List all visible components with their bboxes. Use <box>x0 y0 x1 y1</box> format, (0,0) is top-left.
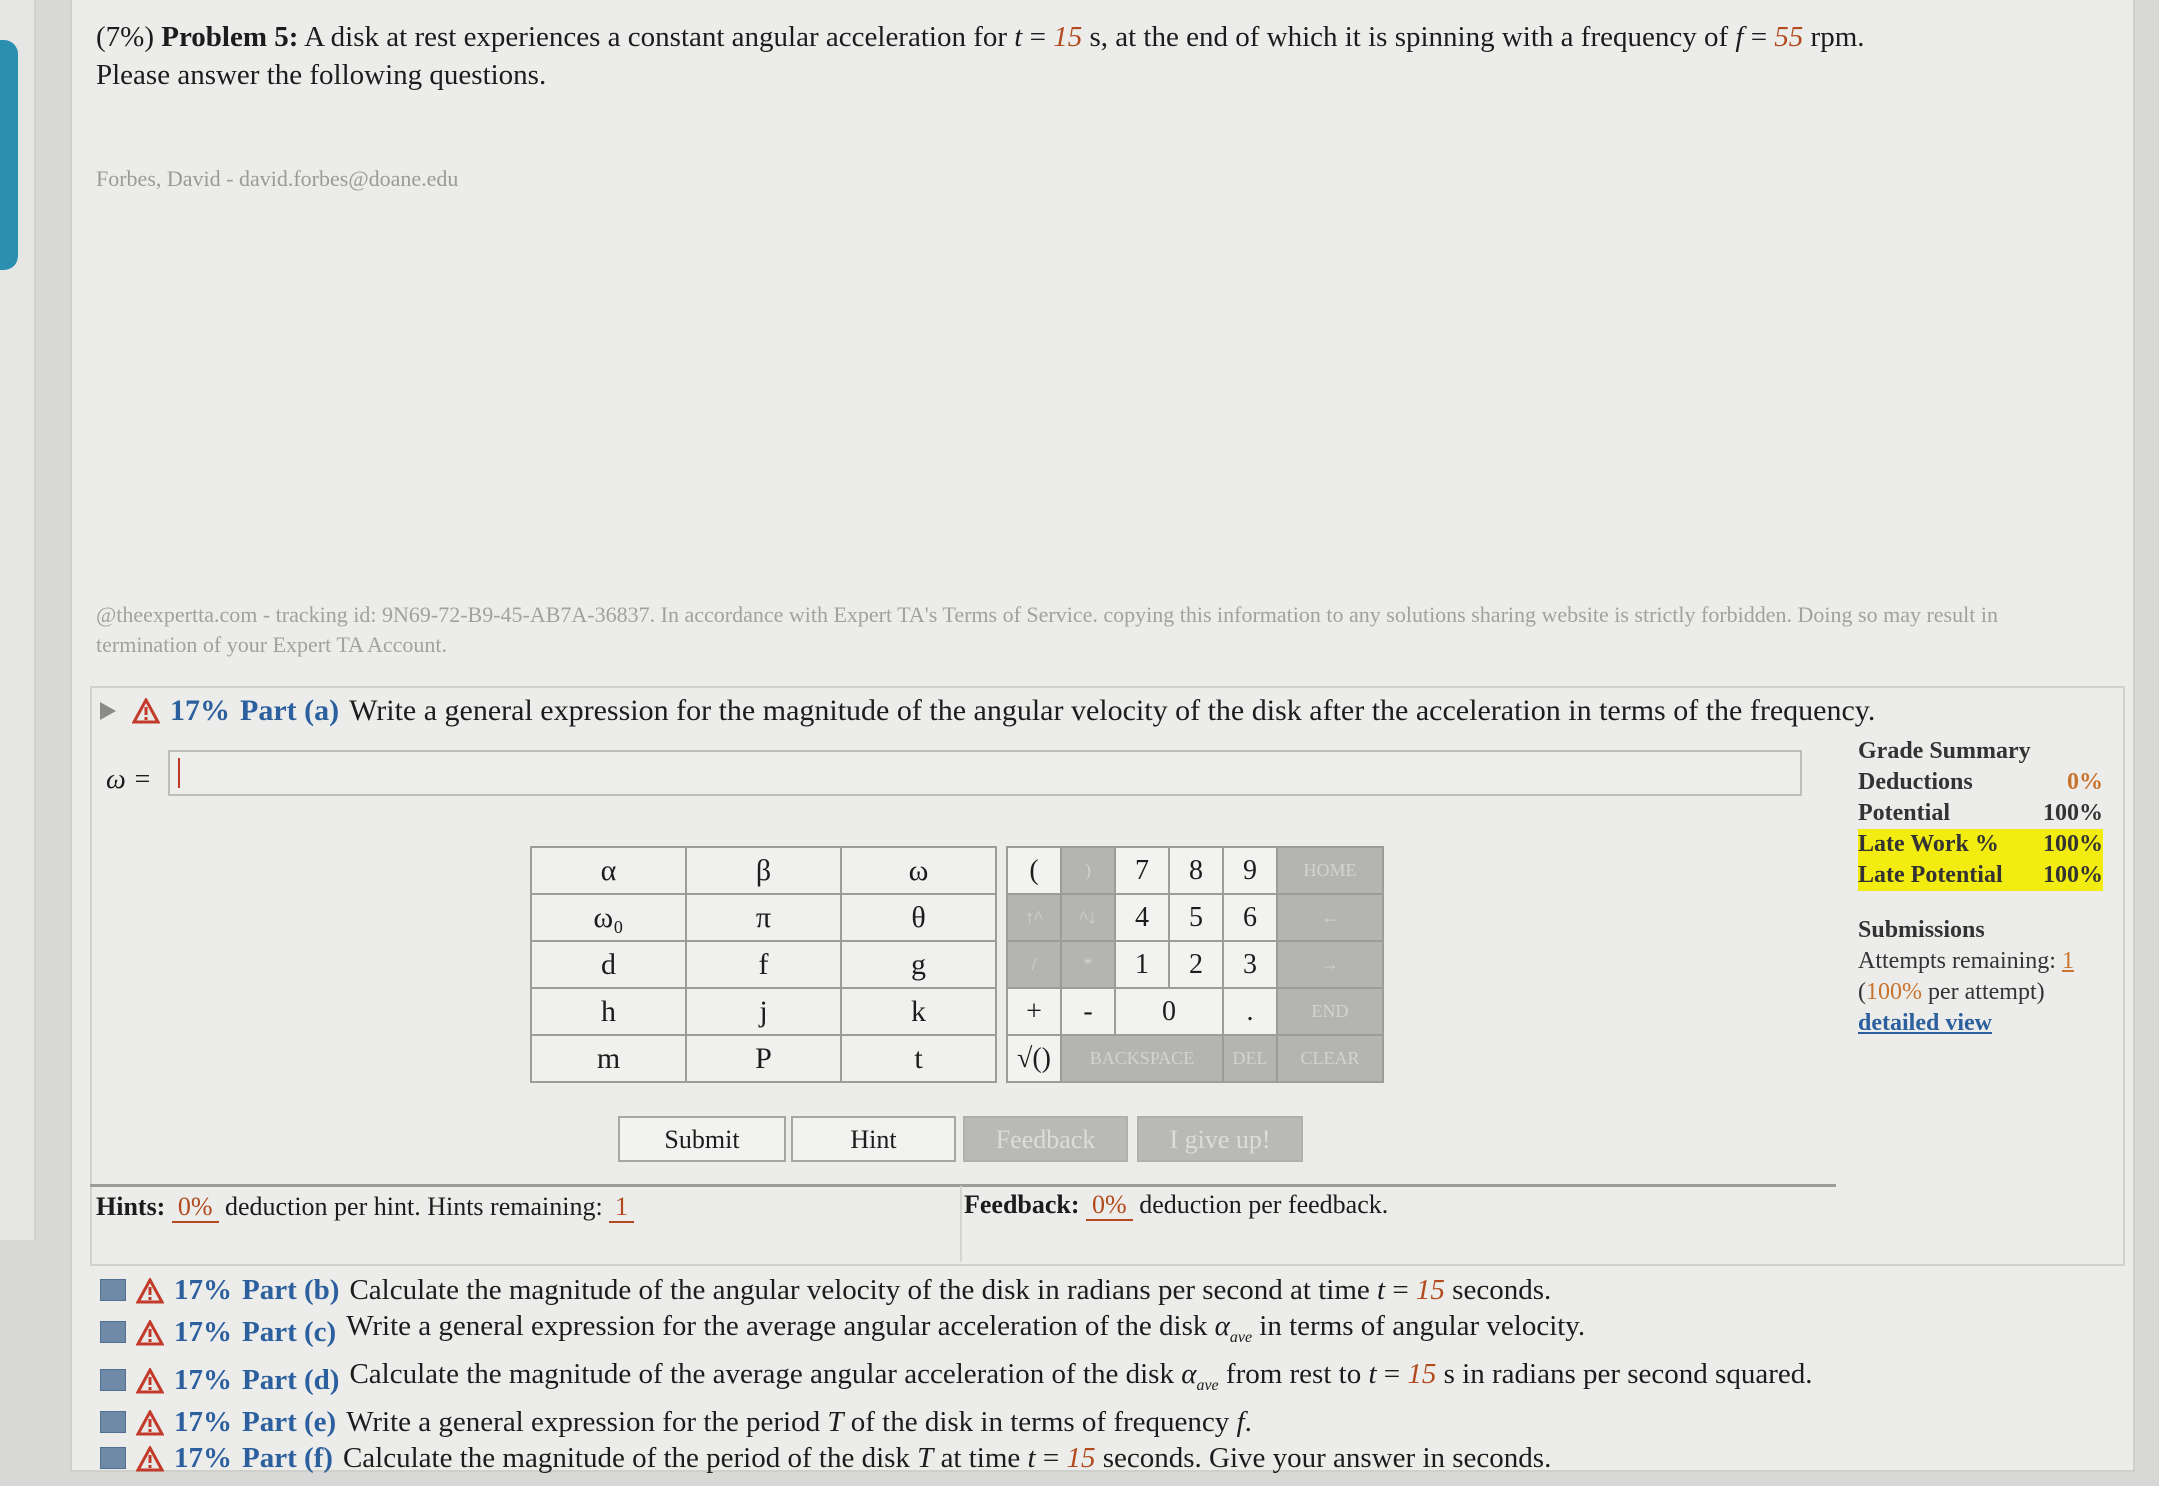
part-e-item[interactable] <box>100 1404 1812 1440</box>
part-percent: 17% <box>174 1405 232 1438</box>
expand-icon[interactable] <box>100 702 116 720</box>
symbol-f[interactable]: f <box>686 941 841 988</box>
hint-button[interactable]: Hint <box>791 1116 956 1162</box>
frequency-variable: f <box>1735 21 1744 53</box>
feedback-description: deduction per feedback. <box>1139 1190 1389 1219</box>
grade-summary <box>1858 736 2103 1039</box>
feedback-info <box>964 1190 1388 1220</box>
part-question-end: . <box>1244 1405 1252 1438</box>
part-question: Calculate the magnitude of the angular velocity of the disk in radians per second at time <box>349 1274 1370 1306</box>
part-status-icon <box>100 1447 126 1469</box>
key-home[interactable]: HOME <box>1277 847 1383 894</box>
key-plus[interactable]: + <box>1007 988 1061 1035</box>
key-del[interactable]: DEL <box>1223 1035 1277 1082</box>
symbol-theta[interactable]: θ <box>841 894 996 941</box>
hints-label: Hints: <box>96 1192 166 1221</box>
part-label: Part (b) <box>242 1274 340 1306</box>
symbol-P[interactable]: P <box>686 1035 841 1082</box>
part-question-mid: from rest to <box>1218 1357 1369 1390</box>
parts-list <box>100 1272 1812 1476</box>
problem-text-mid: s, at the end of which it is spinning with a frequency of <box>1082 21 1729 53</box>
part-status-icon <box>100 1279 126 1301</box>
problem-instruction: Please answer the following questions. <box>96 59 547 91</box>
problem-text: A disk at rest experiences a constant angular acceleration for <box>304 21 1008 53</box>
part-question-end: seconds. Give your answer in seconds. <box>1095 1441 1552 1474</box>
part-question: Calculate the magnitude of the period of the disk <box>342 1441 910 1474</box>
part-percent: 17% <box>174 1441 232 1474</box>
sidebar-tab[interactable] <box>0 40 18 270</box>
part-variable: α <box>1181 1357 1197 1390</box>
key-9[interactable]: 9 <box>1223 847 1277 894</box>
part-variable: T <box>827 1405 844 1438</box>
part-question-mid: of the disk in terms of frequency <box>843 1405 1237 1438</box>
part-question-end: s in radians per second squared. <box>1436 1357 1813 1390</box>
problem-statement <box>96 18 2096 94</box>
hints-remaining: 1 <box>609 1192 634 1223</box>
per-attempt-label: per attempt) <box>1922 979 2045 1005</box>
answer-label: ω = <box>106 764 152 795</box>
equals-sign: = <box>1376 1357 1408 1390</box>
key-multiply[interactable]: * <box>1061 941 1115 988</box>
feedback-label: Feedback: <box>964 1190 1080 1219</box>
problem-text-end: rpm. <box>1803 21 1865 53</box>
feedback-button[interactable]: Feedback <box>963 1116 1128 1162</box>
variable-subscript: ave <box>1196 1376 1219 1394</box>
symbol-beta[interactable]: β <box>686 847 841 894</box>
author-line: Forbes, David - david.forbes@doane.edu <box>96 166 459 191</box>
part-variable: f <box>1236 1405 1245 1438</box>
equals-sign: = <box>1035 1441 1067 1474</box>
equals-sign: = <box>1743 21 1775 53</box>
part-percent: 17% <box>174 1363 232 1396</box>
key-superscript[interactable]: ↑^ <box>1007 894 1061 941</box>
frequency-value: 55 <box>1774 21 1804 53</box>
warning-icon <box>132 698 160 724</box>
warning-icon <box>136 1445 164 1471</box>
hint-deduction: 0% <box>172 1192 219 1223</box>
key-8[interactable]: 8 <box>1169 847 1223 894</box>
part-variable: T <box>917 1441 934 1474</box>
part-question-end: in terms of angular velocity. <box>1252 1310 1586 1342</box>
part-label: Part (f) <box>242 1441 333 1474</box>
symbol-j[interactable]: j <box>686 988 841 1035</box>
attempts-label: Attempts remaining: <box>1858 948 2056 974</box>
key-clear[interactable]: CLEAR <box>1277 1035 1383 1082</box>
symbol-k[interactable]: k <box>841 988 996 1035</box>
submit-button[interactable]: Submit <box>618 1116 786 1162</box>
hints-description: deduction per hint. Hints remaining: <box>225 1192 603 1221</box>
part-a-question: Write a general expression for the magnitude of the angular velocity of the disk after the acceleration in terms of the frequency. <box>349 694 1876 727</box>
symbol-t[interactable]: t <box>841 1035 996 1082</box>
symbol-m[interactable]: m <box>531 1035 686 1082</box>
symbol-alpha[interactable]: α <box>531 847 686 894</box>
key-minus[interactable]: - <box>1061 988 1115 1035</box>
key-left-arrow[interactable]: ← <box>1277 894 1383 941</box>
key-open-paren[interactable]: ( <box>1007 847 1061 894</box>
part-question: Write a general expression for the average angular acceleration of the disk <box>346 1310 1208 1342</box>
warning-icon <box>136 1409 164 1435</box>
part-question-end: seconds. <box>1444 1274 1552 1306</box>
give-up-button[interactable]: I give up! <box>1137 1116 1303 1162</box>
detailed-view-link[interactable]: detailed view <box>1858 1010 1992 1036</box>
late-potential-label: Late Potential <box>1858 862 2003 888</box>
key-end[interactable]: END <box>1277 988 1383 1035</box>
potential-value: 100% <box>2043 800 2103 826</box>
part-value: 15 <box>1407 1357 1437 1390</box>
key-divide[interactable]: / <box>1007 941 1061 988</box>
symbol-h[interactable]: h <box>531 988 686 1035</box>
paren: ( <box>1858 979 1866 1005</box>
equals-sign: = <box>1022 21 1054 53</box>
part-a-percent: 17% <box>170 694 230 727</box>
divider <box>960 1186 962 1262</box>
part-variable: t <box>1027 1441 1036 1474</box>
text-caret <box>178 758 180 788</box>
problem-weight: (7%) <box>96 21 154 53</box>
late-work-value: 100% <box>2043 831 2103 857</box>
key-close-paren[interactable]: ) <box>1061 847 1115 894</box>
key-4[interactable]: 4 <box>1115 894 1169 941</box>
part-percent: 17% <box>174 1315 232 1348</box>
symbol-pi[interactable]: π <box>686 894 841 941</box>
part-b-item[interactable] <box>100 1272 1812 1308</box>
late-potential-value: 100% <box>2043 862 2103 888</box>
key-1[interactable]: 1 <box>1115 941 1169 988</box>
part-status-icon <box>100 1411 126 1433</box>
part-d-item[interactable] <box>100 1356 1812 1404</box>
answer-input[interactable] <box>168 750 1802 796</box>
part-question: Calculate the magnitude of the average angular acceleration of the disk <box>349 1357 1174 1390</box>
part-a-label: Part (a) <box>240 694 340 727</box>
key-6[interactable]: 6 <box>1223 894 1277 941</box>
problem-number: Problem 5: <box>161 21 299 53</box>
part-percent: 17% <box>174 1274 232 1306</box>
grade-summary-title: Grade Summary <box>1858 738 2031 764</box>
part-f-item[interactable] <box>100 1440 1812 1476</box>
key-3[interactable]: 3 <box>1223 941 1277 988</box>
warning-icon <box>136 1277 164 1303</box>
key-decimal[interactable]: . <box>1223 988 1277 1035</box>
key-2[interactable]: 2 <box>1169 941 1223 988</box>
part-value: 15 <box>1066 1441 1096 1474</box>
late-work-label: Late Work % <box>1858 831 1999 857</box>
part-label: Part (d) <box>242 1363 340 1396</box>
part-label: Part (c) <box>242 1315 337 1348</box>
key-backspace[interactable]: BACKSPACE <box>1061 1035 1223 1082</box>
key-7[interactable]: 7 <box>1115 847 1169 894</box>
symbol-d[interactable]: d <box>531 941 686 988</box>
tracking-notice: @theexpertta.com - tracking id: 9N69-72-B9-45-AB7A-36837. In accordance with Expert TA's Terms of Service. copying this information to any solutions sharing website is strictly forbidden. Doing so may result in termination of your Expert TA Account. <box>96 602 1998 657</box>
part-variable: t <box>1368 1357 1377 1390</box>
symbol-omega0[interactable]: ω₀ <box>531 894 686 941</box>
hints-info <box>96 1192 634 1222</box>
feedback-deduction: 0% <box>1086 1190 1133 1221</box>
key-5[interactable]: 5 <box>1169 894 1223 941</box>
part-label: Part (e) <box>242 1405 337 1438</box>
warning-icon <box>136 1367 164 1393</box>
part-a-header[interactable] <box>100 694 1875 728</box>
part-variable: α <box>1214 1310 1230 1342</box>
deductions-label: Deductions <box>1858 769 1973 795</box>
part-variable: t <box>1377 1274 1386 1306</box>
symbol-omega[interactable]: ω <box>841 847 996 894</box>
part-status-icon <box>100 1369 126 1391</box>
keypad <box>1006 846 1384 1083</box>
part-value: 15 <box>1415 1274 1445 1306</box>
part-question-mid: at time <box>933 1441 1028 1474</box>
submissions-title: Submissions <box>1858 917 1985 943</box>
time-value: 15 <box>1053 21 1083 53</box>
deductions-value: 0% <box>2067 769 2103 795</box>
time-variable: t <box>1014 21 1023 53</box>
key-right-arrow[interactable]: → <box>1277 941 1383 988</box>
variable-subscript: ave <box>1229 1328 1253 1346</box>
part-status-icon <box>100 1321 126 1343</box>
part-c-item[interactable] <box>100 1308 1812 1356</box>
attempts-value: 1 <box>2061 948 2074 974</box>
part-question: Write a general expression for the period <box>346 1405 821 1438</box>
key-0[interactable]: 0 <box>1115 988 1223 1035</box>
key-sqrt[interactable]: √() <box>1007 1035 1061 1082</box>
key-subscript[interactable]: ^↓ <box>1061 894 1115 941</box>
warning-icon <box>136 1319 164 1345</box>
equals-sign: = <box>1385 1274 1416 1306</box>
symbol-palette <box>530 846 997 1083</box>
per-attempt-value: 100% <box>1866 979 1922 1005</box>
potential-label: Potential <box>1858 800 1950 826</box>
symbol-g[interactable]: g <box>841 941 996 988</box>
